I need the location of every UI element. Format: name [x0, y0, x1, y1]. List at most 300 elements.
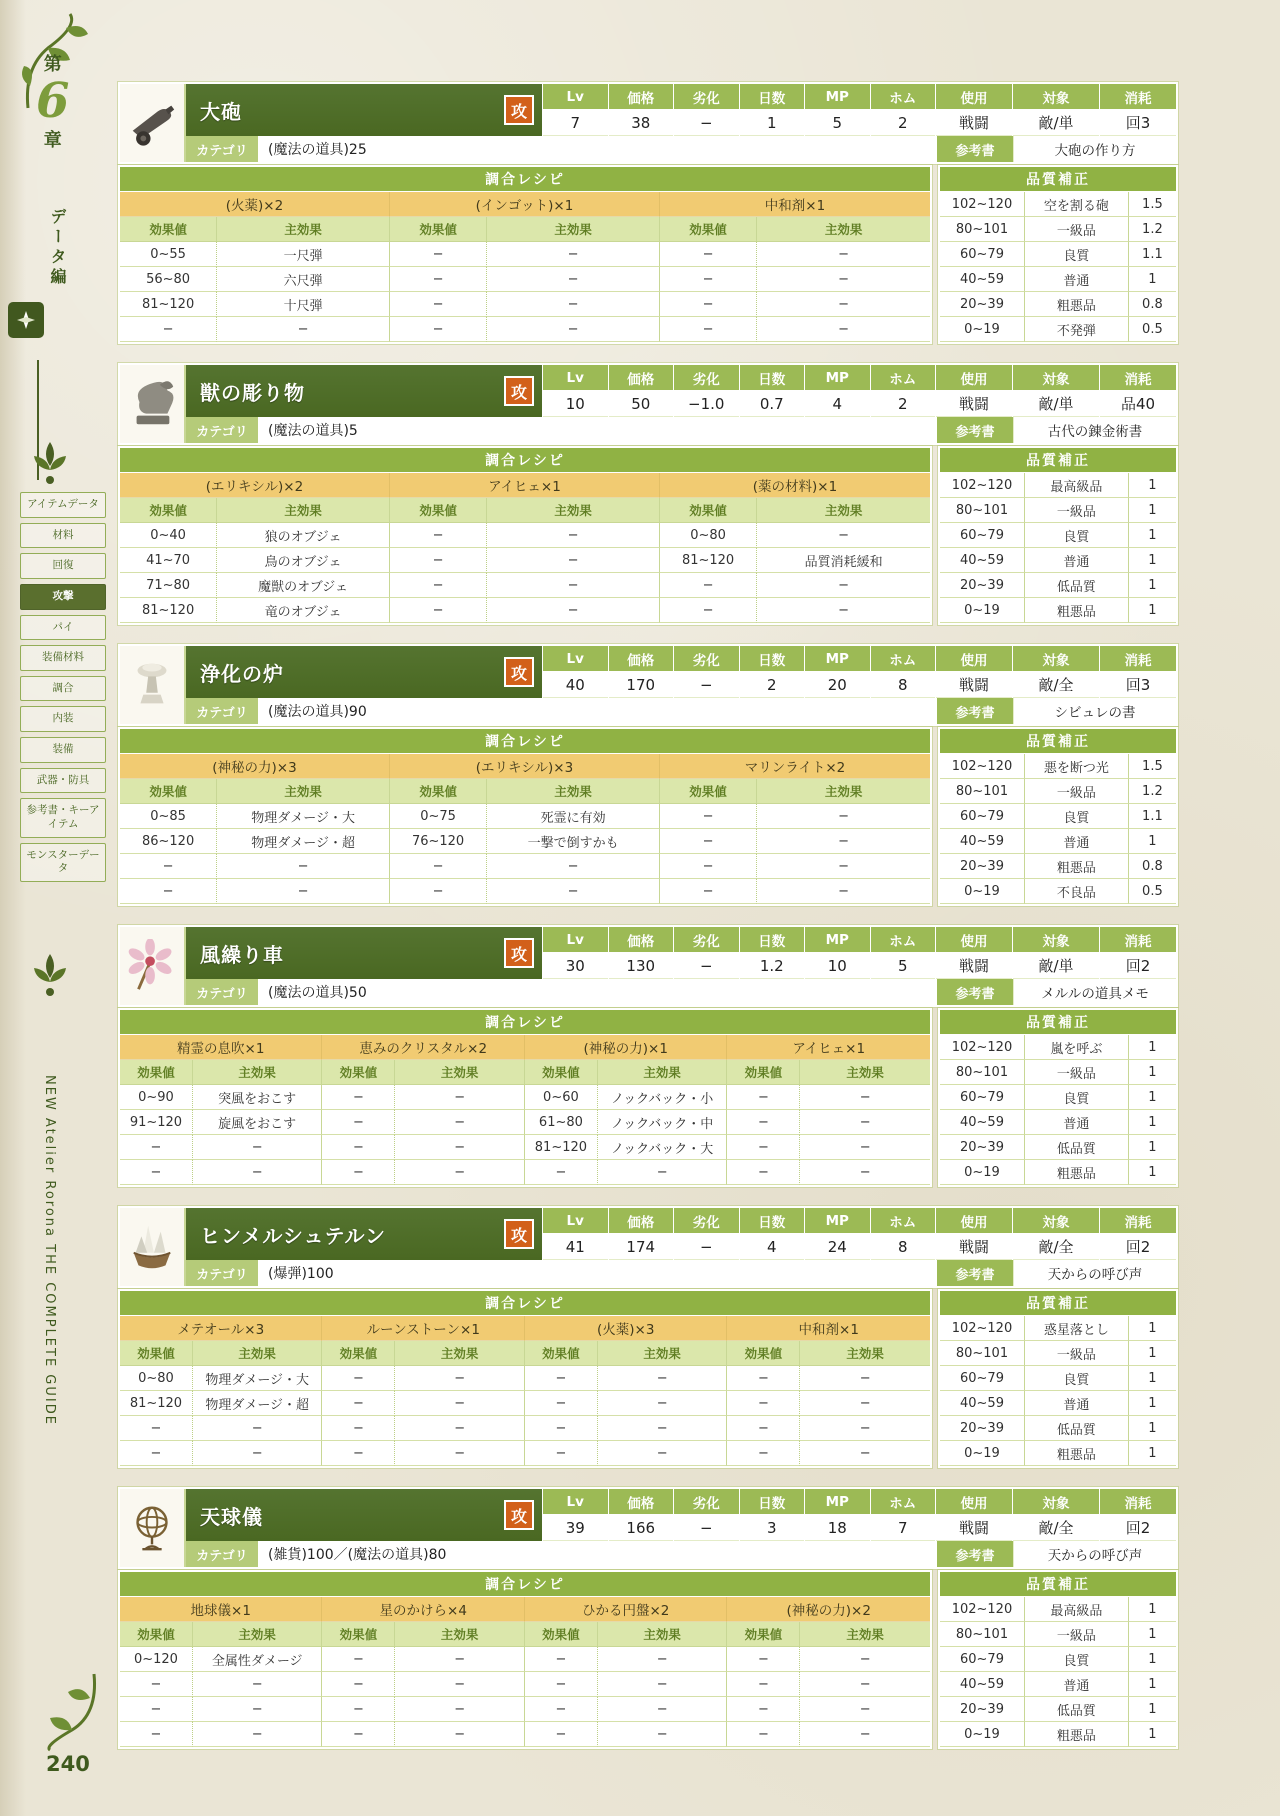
- quality-table: [940, 1291, 1176, 1466]
- quality-range: 60~79: [940, 523, 1025, 548]
- main-effect-header: 主効果: [598, 1622, 728, 1647]
- stat-value-hom: 8: [871, 1234, 936, 1260]
- quality-range: 40~59: [940, 1672, 1025, 1697]
- stat-header-use: 使用: [936, 646, 1012, 672]
- stat-column-consume: [1099, 1489, 1176, 1541]
- stat-column-days: [739, 84, 805, 136]
- stat-column-price: [608, 1489, 674, 1541]
- stat-header-days: 日数: [740, 1208, 805, 1234]
- quality-label: 普通: [1025, 1672, 1129, 1697]
- quality-range: 0~19: [940, 1160, 1025, 1185]
- stat-header-days: 日数: [740, 1489, 805, 1515]
- main-effect-header: 主効果: [757, 217, 930, 242]
- item-name: 天球儀: [200, 1504, 263, 1529]
- item-header: [120, 365, 1176, 443]
- quality-range: 20~39: [940, 292, 1025, 317]
- main-effect-cell: −: [800, 1647, 930, 1672]
- item-header: [120, 1489, 1176, 1567]
- effect-value-cell: 76~120: [390, 829, 487, 854]
- stat-value-use: 戦闘: [936, 1515, 1012, 1541]
- ingredient-header: (薬の材料)×1: [660, 473, 930, 498]
- item-header-main: [186, 1208, 1176, 1286]
- stat-value-days: 2: [740, 672, 805, 698]
- main-effect-cell: −: [800, 1441, 930, 1466]
- attack-badge: 攻: [504, 376, 534, 406]
- recipe-table: [120, 729, 930, 904]
- stat-header-consume: 消耗: [1100, 646, 1176, 672]
- effect-value-header: 効果値: [727, 1622, 800, 1647]
- quality-multiplier: 1: [1129, 1416, 1176, 1441]
- main-effect-cell: −: [193, 1160, 323, 1185]
- stat-value-mp: 5: [805, 110, 870, 136]
- stat-column-consume: [1099, 365, 1176, 417]
- stat-header-target: 対象: [1013, 927, 1099, 953]
- effect-value-cell: −: [525, 1441, 598, 1466]
- effect-value-cell: −: [525, 1416, 598, 1441]
- main-effect-cell: −: [800, 1085, 930, 1110]
- effect-value-cell: 0~75: [390, 804, 487, 829]
- recipe-table: [120, 448, 930, 623]
- main-effect-cell: 鳥のオブジェ: [217, 548, 390, 573]
- effect-value-header: 効果値: [120, 217, 217, 242]
- stat-columns: [542, 927, 1176, 979]
- quality-multiplier: 1: [1129, 1722, 1176, 1747]
- sidebar-item-11: 参考書・キーアイテム: [20, 798, 106, 837]
- stat-value-lv: 10: [543, 391, 608, 417]
- category-label: カテゴリ: [186, 417, 258, 443]
- main-effect-cell: −: [757, 804, 930, 829]
- main-effect-cell: −: [487, 879, 660, 904]
- stat-value-days: 0.7: [740, 391, 805, 417]
- stat-header-decay: 劣化: [674, 365, 739, 391]
- stat-header-days: 日数: [740, 927, 805, 953]
- stat-value-mp: 4: [805, 391, 870, 417]
- stat-value-mp: 18: [805, 1515, 870, 1541]
- fleur-ornament-lower: [26, 952, 74, 1004]
- effect-value-cell: −: [660, 242, 757, 267]
- stat-value-hom: 8: [871, 672, 936, 698]
- quality-label: 良質: [1025, 523, 1129, 548]
- recipe-table: [120, 1572, 930, 1747]
- item-header: [120, 84, 1176, 162]
- effect-value-header: 効果値: [660, 498, 757, 523]
- item-name: 大砲: [200, 99, 242, 124]
- stat-column-use: [935, 646, 1012, 698]
- sidebar-item-10: 武器・防具: [20, 768, 106, 794]
- ingredient-header: (火薬)×3: [525, 1316, 727, 1341]
- effect-value-cell: 41~70: [120, 548, 217, 573]
- stat-value-days: 4: [740, 1234, 805, 1260]
- effect-value-cell: 61~80: [525, 1110, 598, 1135]
- effect-value-cell: −: [390, 879, 487, 904]
- main-effect-cell: 物理ダメージ・超: [217, 829, 390, 854]
- main-effect-header: 主効果: [395, 1341, 525, 1366]
- reference-value: メルルの道具メモ: [1013, 979, 1176, 1005]
- stat-column-days: [739, 1208, 805, 1260]
- main-effect-cell: −: [598, 1391, 728, 1416]
- quality-range: 20~39: [940, 1416, 1025, 1441]
- main-effect-cell: −: [800, 1366, 930, 1391]
- quality-multiplier: 1: [1129, 523, 1176, 548]
- quality-range: 0~19: [940, 317, 1025, 342]
- stat-header-days: 日数: [740, 365, 805, 391]
- effect-value-cell: −: [727, 1135, 800, 1160]
- stat-value-target: 敵/単: [1013, 110, 1099, 136]
- quality-multiplier: 1.5: [1129, 754, 1176, 779]
- stat-value-consume: 回2: [1100, 1234, 1176, 1260]
- effect-value-cell: −: [727, 1366, 800, 1391]
- stat-header-hom: ホム: [871, 927, 936, 953]
- effect-value-cell: −: [390, 573, 487, 598]
- effect-value-cell: −: [525, 1391, 598, 1416]
- page-gutter: [0, 0, 26, 1816]
- category-label: カテゴリ: [186, 1260, 258, 1286]
- recipe-title: 調合レシピ: [120, 167, 930, 192]
- main-effect-header: 主効果: [487, 498, 660, 523]
- quality-table: [940, 1572, 1176, 1747]
- stat-column-lv: [542, 84, 608, 136]
- main-effect-cell: −: [193, 1441, 323, 1466]
- stat-header-consume: 消耗: [1100, 927, 1176, 953]
- quality-range: 0~19: [940, 1441, 1025, 1466]
- recipe-title: 調合レシピ: [120, 448, 930, 473]
- recipe-title: 調合レシピ: [120, 1291, 930, 1316]
- stat-column-hom: [870, 365, 936, 417]
- main-effect-cell: −: [800, 1722, 930, 1747]
- main-effect-cell: 物理ダメージ・大: [193, 1366, 323, 1391]
- main-effect-cell: 突風をおこす: [193, 1085, 323, 1110]
- main-effect-cell: −: [598, 1647, 728, 1672]
- effect-value-cell: 0~80: [660, 523, 757, 548]
- quality-title: 品質補正: [940, 729, 1176, 754]
- ingredient-header: (神秘の力)×3: [120, 754, 390, 779]
- stat-column-mp: [804, 84, 870, 136]
- ingredient-header: (エリキシル)×2: [120, 473, 390, 498]
- effect-value-header: 効果値: [322, 1622, 395, 1647]
- main-effect-header: 主効果: [395, 1060, 525, 1085]
- main-effect-cell: −: [757, 573, 930, 598]
- recipe-table: [120, 167, 930, 342]
- main-effect-cell: −: [757, 242, 930, 267]
- ingredient-header: (神秘の力)×2: [727, 1597, 930, 1622]
- effect-value-cell: −: [120, 1160, 193, 1185]
- quality-range: 80~101: [940, 1341, 1025, 1366]
- effect-value-cell: −: [727, 1441, 800, 1466]
- quality-range: 40~59: [940, 1391, 1025, 1416]
- stat-column-lv: [542, 1208, 608, 1260]
- ingredient-header: ルーンストーン×1: [322, 1316, 524, 1341]
- stat-column-mp: [804, 1208, 870, 1260]
- main-effect-cell: 全属性ダメージ: [193, 1647, 323, 1672]
- recipe-title: 調合レシピ: [120, 729, 930, 754]
- stat-column-target: [1012, 646, 1099, 698]
- stat-value-decay: −: [674, 1234, 739, 1260]
- reference-label: 参考書: [936, 417, 1013, 443]
- stat-header-target: 対象: [1013, 84, 1099, 110]
- main-effect-cell: −: [487, 598, 660, 623]
- effect-value-cell: 0~80: [120, 1366, 193, 1391]
- main-effect-cell: −: [757, 879, 930, 904]
- stat-value-target: 敵/全: [1013, 1515, 1099, 1541]
- effect-value-cell: 0~120: [120, 1647, 193, 1672]
- stat-header-mp: MP: [805, 84, 870, 110]
- stat-header-price: 価格: [609, 1489, 674, 1515]
- item-header-main: [186, 927, 1176, 1005]
- stat-header-decay: 劣化: [674, 84, 739, 110]
- stat-value-mp: 10: [805, 953, 870, 979]
- main-effect-cell: −: [395, 1672, 525, 1697]
- quality-table: [940, 1010, 1176, 1185]
- quality-multiplier: 1: [1129, 1035, 1176, 1060]
- effect-value-cell: −: [727, 1697, 800, 1722]
- category-value: (魔法の道具)25: [268, 142, 367, 158]
- item-header: [120, 1208, 1176, 1286]
- item-header-bottom: [186, 1541, 1176, 1567]
- effect-value-cell: −: [390, 242, 487, 267]
- category-value: (魔法の道具)5: [268, 423, 358, 439]
- quality-multiplier: 1: [1129, 1341, 1176, 1366]
- effect-value-cell: −: [322, 1135, 395, 1160]
- stat-value-consume: 回2: [1100, 953, 1176, 979]
- stat-header-target: 対象: [1013, 1489, 1099, 1515]
- quality-label: 良質: [1025, 1366, 1129, 1391]
- ingredient-header: マリンライト×2: [660, 754, 930, 779]
- main-effect-header: 主効果: [757, 779, 930, 804]
- stat-column-consume: [1099, 1208, 1176, 1260]
- effect-value-cell: 81~120: [120, 292, 217, 317]
- item-block-5: [120, 1208, 1176, 1466]
- effect-value-header: 効果値: [120, 1622, 193, 1647]
- stat-header-hom: ホム: [871, 84, 936, 110]
- sidebar-item-5: パイ: [20, 615, 106, 641]
- main-effect-cell: 死霊に有効: [487, 804, 660, 829]
- effect-value-cell: −: [390, 317, 487, 342]
- stat-value-hom: 5: [871, 953, 936, 979]
- main-effect-header: 主効果: [487, 779, 660, 804]
- item-block-6: [120, 1489, 1176, 1747]
- quality-multiplier: 1: [1129, 1697, 1176, 1722]
- main-effect-cell: −: [217, 854, 390, 879]
- effect-value-cell: −: [525, 1647, 598, 1672]
- main-effect-header: 主効果: [800, 1341, 930, 1366]
- quality-label: 不発弾: [1025, 317, 1129, 342]
- page-number: 240: [46, 1752, 90, 1776]
- category-label: カテゴリ: [186, 698, 258, 724]
- effect-value-cell: −: [727, 1672, 800, 1697]
- quality-multiplier: 1: [1129, 1622, 1176, 1647]
- reference-label: 参考書: [936, 979, 1013, 1005]
- main-effect-cell: 旋風をおこす: [193, 1110, 323, 1135]
- item-name: 浄化の炉: [200, 661, 284, 686]
- stat-header-hom: ホム: [871, 1208, 936, 1234]
- effect-value-cell: 0~90: [120, 1085, 193, 1110]
- stat-column-hom: [870, 1208, 936, 1260]
- attack-badge: 攻: [504, 1500, 534, 1530]
- main-effect-cell: 一尺弾: [217, 242, 390, 267]
- stat-value-decay: −: [674, 110, 739, 136]
- attack-badge: 攻: [504, 95, 534, 125]
- item-name-bar: [186, 646, 542, 698]
- stat-header-mp: MP: [805, 365, 870, 391]
- item-header: [120, 646, 1176, 724]
- gargoyle-icon: [120, 365, 186, 443]
- quality-range: 80~101: [940, 1622, 1025, 1647]
- main-effect-cell: −: [193, 1697, 323, 1722]
- item-tables: [120, 1010, 1176, 1185]
- stat-column-target: [1012, 84, 1099, 136]
- edition-label: データ編: [48, 208, 67, 288]
- effect-value-cell: −: [525, 1160, 598, 1185]
- stat-value-consume: 回3: [1100, 110, 1176, 136]
- effect-value-header: 効果値: [120, 1060, 193, 1085]
- item-header-main: [186, 1489, 1176, 1567]
- main-effect-header: 主効果: [487, 217, 660, 242]
- stat-column-target: [1012, 1208, 1099, 1260]
- main-effect-cell: 品質消耗緩和: [757, 548, 930, 573]
- item-header-bottom: [186, 979, 1176, 1005]
- quality-label: 不良品: [1025, 879, 1129, 904]
- main-effect-cell: −: [395, 1085, 525, 1110]
- item-name: 風繰り車: [200, 942, 284, 967]
- stat-header-lv: Lv: [543, 646, 608, 672]
- stat-header-use: 使用: [936, 927, 1012, 953]
- main-effect-header: 主効果: [757, 498, 930, 523]
- stat-header-use: 使用: [936, 365, 1012, 391]
- stat-column-lv: [542, 365, 608, 417]
- stat-column-decay: [673, 646, 739, 698]
- ingredient-header: 中和剤×1: [660, 192, 930, 217]
- effect-value-cell: −: [660, 598, 757, 623]
- stat-column-mp: [804, 927, 870, 979]
- quality-label: 嵐を呼ぶ: [1025, 1035, 1129, 1060]
- stat-value-price: 130: [609, 953, 674, 979]
- main-effect-cell: 十尺弾: [217, 292, 390, 317]
- effect-value-cell: −: [322, 1647, 395, 1672]
- main-effect-cell: 物理ダメージ・大: [217, 804, 390, 829]
- stat-column-days: [739, 646, 805, 698]
- ingredient-header: メテオール×3: [120, 1316, 322, 1341]
- quality-label: 粗悪品: [1025, 854, 1129, 879]
- effect-value-header: 効果値: [322, 1060, 395, 1085]
- stat-column-use: [935, 1489, 1012, 1541]
- cannon-icon: [120, 84, 186, 162]
- stat-column-consume: [1099, 927, 1176, 979]
- stat-column-price: [608, 84, 674, 136]
- effect-value-cell: 81~120: [525, 1135, 598, 1160]
- main-effect-cell: −: [800, 1672, 930, 1697]
- item-header-main: [186, 646, 1176, 724]
- stat-value-price: 174: [609, 1234, 674, 1260]
- stat-value-target: 敵/単: [1013, 391, 1099, 417]
- main-effect-cell: −: [800, 1160, 930, 1185]
- stat-column-days: [739, 1489, 805, 1541]
- effect-value-cell: 81~120: [120, 1391, 193, 1416]
- main-effect-cell: 狼のオブジェ: [217, 523, 390, 548]
- stat-header-use: 使用: [936, 1489, 1012, 1515]
- stat-header-lv: Lv: [543, 1208, 608, 1234]
- quality-multiplier: 0.5: [1129, 317, 1176, 342]
- stat-header-price: 価格: [609, 365, 674, 391]
- effect-value-cell: −: [525, 1672, 598, 1697]
- item-data-content: [120, 84, 1176, 1770]
- attack-badge: 攻: [504, 938, 534, 968]
- ingredient-header: 精霊の息吹×1: [120, 1035, 322, 1060]
- main-effect-cell: −: [395, 1391, 525, 1416]
- crystal-icon: [120, 1208, 186, 1286]
- effect-value-cell: −: [660, 317, 757, 342]
- item-header-top: [186, 1489, 1176, 1541]
- stat-column-use: [935, 1208, 1012, 1260]
- quality-multiplier: 1: [1129, 598, 1176, 623]
- main-effect-cell: ノックバック・中: [598, 1110, 728, 1135]
- main-effect-header: 主効果: [193, 1622, 323, 1647]
- main-effect-cell: −: [395, 1110, 525, 1135]
- quality-title: 品質補正: [940, 448, 1176, 473]
- stat-value-decay: −: [674, 672, 739, 698]
- main-effect-header: 主効果: [193, 1060, 323, 1085]
- quality-multiplier: 1: [1129, 1316, 1176, 1341]
- effect-value-header: 効果値: [120, 779, 217, 804]
- effect-value-cell: −: [660, 879, 757, 904]
- main-effect-cell: −: [487, 292, 660, 317]
- effect-value-cell: 0~40: [120, 523, 217, 548]
- quality-multiplier: 1.2: [1129, 779, 1176, 804]
- stat-header-mp: MP: [805, 1208, 870, 1234]
- main-effect-cell: −: [193, 1672, 323, 1697]
- stat-value-lv: 41: [543, 1234, 608, 1260]
- effect-value-cell: 81~120: [120, 598, 217, 623]
- effect-value-cell: −: [322, 1366, 395, 1391]
- item-name: 獣の彫り物: [200, 380, 305, 405]
- sidebar-item-7: 調合: [20, 676, 106, 702]
- quality-label: 普通: [1025, 1391, 1129, 1416]
- quality-range: 60~79: [940, 1085, 1025, 1110]
- reference-label: 参考書: [936, 1541, 1013, 1567]
- stat-column-hom: [870, 927, 936, 979]
- effect-value-cell: −: [322, 1110, 395, 1135]
- stat-header-lv: Lv: [543, 1489, 608, 1515]
- main-effect-cell: −: [598, 1416, 728, 1441]
- ingredient-header: 恵みのクリスタル×2: [322, 1035, 524, 1060]
- effect-value-header: 効果値: [660, 217, 757, 242]
- stat-column-days: [739, 365, 805, 417]
- item-header-main: [186, 84, 1176, 162]
- item-block-2: [120, 365, 1176, 623]
- item-name: ヒンメルシュテルン: [200, 1223, 386, 1248]
- stat-value-mp: 24: [805, 1234, 870, 1260]
- effect-value-cell: −: [322, 1391, 395, 1416]
- stat-value-decay: −: [674, 1515, 739, 1541]
- quality-multiplier: 1: [1129, 1366, 1176, 1391]
- main-effect-cell: −: [395, 1135, 525, 1160]
- quality-range: 102~120: [940, 1316, 1025, 1341]
- quality-range: 20~39: [940, 573, 1025, 598]
- quality-multiplier: 1: [1129, 548, 1176, 573]
- stat-column-hom: [870, 646, 936, 698]
- stat-value-target: 敵/単: [1013, 953, 1099, 979]
- quality-range: 40~59: [940, 1110, 1025, 1135]
- effect-value-cell: 71~80: [120, 573, 217, 598]
- effect-value-cell: −: [727, 1647, 800, 1672]
- ingredient-header: 星のかけら×4: [322, 1597, 524, 1622]
- category-value: (雑貨)100／(魔法の道具)80: [268, 1547, 447, 1563]
- stat-header-target: 対象: [1013, 365, 1099, 391]
- stat-header-target: 対象: [1013, 1208, 1099, 1234]
- stat-column-decay: [673, 1489, 739, 1541]
- category-label: カテゴリ: [186, 136, 258, 162]
- sidebar-item-4: 攻撃: [20, 584, 106, 610]
- quality-multiplier: 0.8: [1129, 854, 1176, 879]
